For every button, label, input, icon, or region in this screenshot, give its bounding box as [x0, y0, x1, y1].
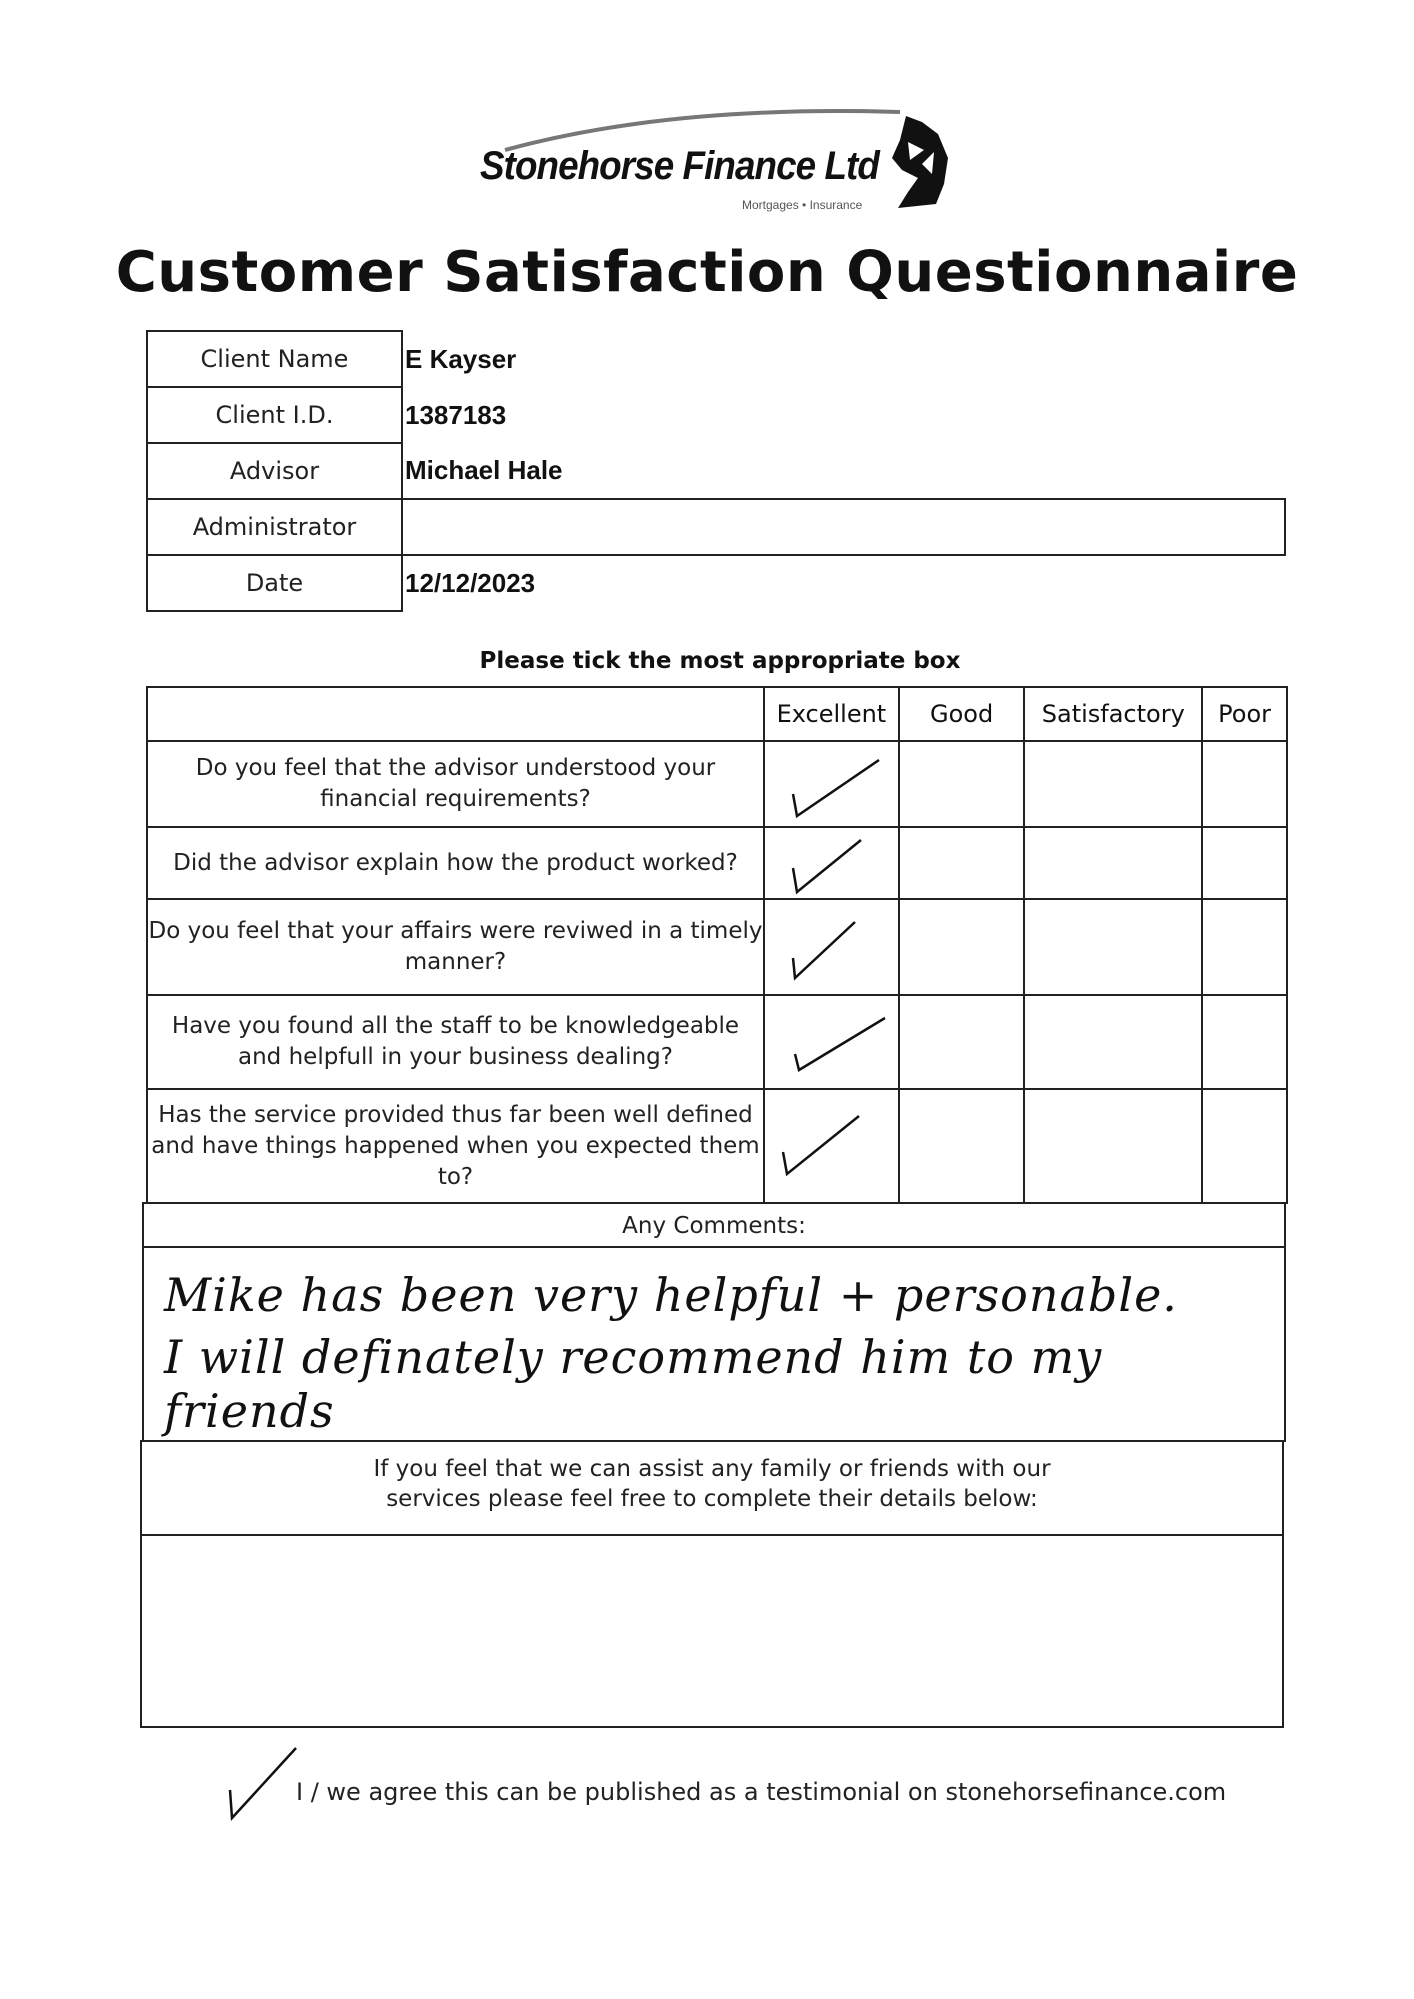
client-info-table	[146, 330, 1286, 612]
checkmark-icon	[785, 750, 885, 822]
column-good: Good	[899, 687, 1025, 741]
administrator-row	[147, 499, 1285, 555]
poor-cell[interactable]	[1202, 1089, 1287, 1203]
client-name-value[interactable]: E Kayser	[405, 343, 517, 374]
question-header-blank	[147, 687, 764, 741]
comments-label: Any Comments:	[142, 1202, 1286, 1248]
rating-header-row	[147, 687, 1287, 741]
question-text: Do you feel that the advisor understood your financial requirements?	[147, 741, 764, 827]
column-poor: Poor	[1202, 687, 1287, 741]
question-row-2	[147, 827, 1287, 899]
satisfactory-cell[interactable]	[1024, 827, 1202, 899]
advisor-row	[147, 443, 1285, 499]
comment-handwriting-line-1: Mike has been very helpful + personable.	[164, 1268, 1178, 1322]
client-name-row	[147, 331, 1285, 387]
excellent-cell[interactable]	[764, 1089, 899, 1203]
question-text: Has the service provided thus far been well defined and have things happened when you expected them to?	[147, 1089, 764, 1203]
assist-text: If you feel that we can assist any family or friends with our services please feel free to complete their details below:	[373, 1456, 1051, 1512]
date-value[interactable]: 12/12/2023	[405, 568, 536, 598]
date-row	[147, 555, 1285, 611]
testimonial-checkmark-icon[interactable]	[222, 1744, 302, 1824]
comments-field[interactable]	[142, 1246, 1286, 1442]
satisfactory-cell[interactable]	[1024, 1089, 1202, 1203]
satisfactory-cell[interactable]	[1024, 899, 1202, 995]
assist-instructions	[140, 1440, 1284, 1536]
good-cell[interactable]	[899, 827, 1025, 899]
question-row-1	[147, 741, 1287, 827]
question-row-5	[147, 1089, 1287, 1203]
checkmark-icon	[785, 832, 885, 898]
checkmark-icon	[785, 908, 885, 988]
comment-handwriting-line-2: I will definately recommend him to my friends	[164, 1330, 1103, 1438]
good-cell[interactable]	[899, 1089, 1025, 1203]
excellent-cell[interactable]	[764, 741, 899, 827]
client-id-label: Client I.D.	[147, 387, 402, 443]
checkmark-icon	[775, 1108, 875, 1198]
question-text: Did the advisor explain how the product worked?	[147, 827, 764, 899]
advisor-label: Advisor	[147, 443, 402, 499]
poor-cell[interactable]	[1202, 995, 1287, 1089]
client-id-row	[147, 387, 1285, 443]
satisfactory-cell[interactable]	[1024, 995, 1202, 1089]
administrator-label: Administrator	[147, 499, 402, 555]
good-cell[interactable]	[899, 995, 1025, 1089]
rating-table	[146, 686, 1288, 1204]
excellent-cell[interactable]	[764, 827, 899, 899]
advisor-value[interactable]: Michael Hale	[405, 455, 563, 485]
good-cell[interactable]	[899, 899, 1025, 995]
family-details-field[interactable]	[140, 1534, 1284, 1728]
poor-cell[interactable]	[1202, 741, 1287, 827]
good-cell[interactable]	[899, 741, 1025, 827]
excellent-cell[interactable]	[764, 899, 899, 995]
date-label: Date	[147, 555, 402, 611]
brand-tagline: Mortgages • Insurance	[742, 198, 863, 212]
horse-head-icon	[888, 112, 952, 212]
question-text: Have you found all the staff to be knowledgeable and helpfull in your business dealing?	[147, 995, 764, 1089]
poor-cell[interactable]	[1202, 827, 1287, 899]
question-row-3	[147, 899, 1287, 995]
client-id-value[interactable]: 1387183	[405, 399, 507, 430]
column-excellent: Excellent	[764, 687, 899, 741]
question-text: Do you feel that your affairs were reviwed in a timely manner?	[147, 899, 764, 995]
poor-cell[interactable]	[1202, 899, 1287, 995]
satisfactory-cell[interactable]	[1024, 741, 1202, 827]
excellent-cell[interactable]	[764, 995, 899, 1089]
column-satisfactory: Satisfactory	[1024, 687, 1202, 741]
brand-name: Stonehorse Finance Ltd	[480, 144, 879, 188]
client-name-label: Client Name	[147, 331, 402, 387]
administrator-value[interactable]	[402, 499, 1285, 555]
checkmark-icon	[785, 1008, 895, 1088]
question-row-4	[147, 995, 1287, 1089]
page-title: Customer Satisfaction Questionnaire	[115, 240, 1299, 305]
instruction-text: Please tick the most appropriate box	[479, 648, 961, 674]
testimonial-consent-text: I / we agree this can be published as a testimonial on stonehorsefinance.com	[296, 1778, 1227, 1806]
